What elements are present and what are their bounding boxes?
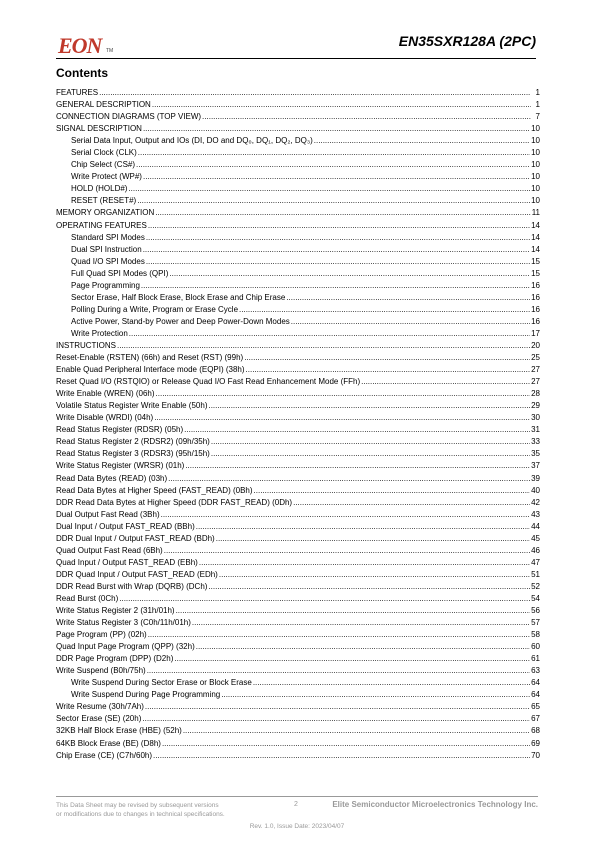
toc-entry-title: GENERAL DESCRIPTION	[56, 100, 151, 110]
toc-entry-page: 43	[531, 509, 540, 519]
logo-text: EON	[58, 33, 102, 58]
toc-entry-title: Read Status Register 3 (RDSR3) (95h/15h)	[56, 449, 210, 459]
toc-entry[interactable]	[56, 689, 540, 701]
toc-leader-dots	[142, 713, 530, 725]
toc-entry[interactable]	[56, 701, 540, 713]
toc-entry-page: 14	[531, 232, 540, 242]
footer-note-line-2: or modifications due to changes in technical specifications.	[56, 811, 225, 818]
toc-leader-dots	[119, 593, 530, 605]
toc-entry[interactable]	[56, 364, 540, 376]
toc-leader-dots	[192, 617, 530, 629]
toc-entry-page: 60	[531, 642, 540, 652]
toc-entry-title: Read Data Bytes (READ) (03h)	[56, 473, 168, 483]
toc-leader-dots	[143, 171, 530, 183]
toc-leader-dots	[148, 220, 530, 232]
toc-entry-page: 16	[531, 280, 540, 290]
toc-leader-dots	[146, 232, 530, 244]
toc-entry[interactable]	[56, 220, 540, 232]
toc-entry[interactable]	[56, 593, 540, 605]
toc-leader-dots	[183, 725, 530, 737]
toc-leader-dots	[286, 292, 530, 304]
toc-entry-page: 20	[531, 340, 540, 350]
toc-entry-page: 64	[531, 690, 540, 700]
toc-leader-dots	[221, 689, 530, 701]
toc-entry[interactable]	[56, 424, 540, 436]
toc-entry[interactable]	[56, 641, 540, 653]
toc-entry-title: Dual Input / Output FAST_READ (BBh)	[56, 521, 195, 531]
toc-entry-page: 45	[531, 533, 540, 543]
toc-leader-dots	[314, 135, 530, 147]
toc-entry-page: 56	[531, 606, 540, 616]
toc-entry-title: Write Enable (WREN) (06h)	[56, 389, 155, 399]
toc-entry-title: Serial Data Input, Output and IOs (DI, DO and DQ₀, DQ₁, DQ₂, DQ₃)	[71, 136, 313, 146]
toc-entry-title: Sector Erase (SE) (20h)	[56, 714, 142, 724]
toc-leader-dots	[254, 485, 531, 497]
toc-entry-page: 11	[531, 208, 540, 218]
toc-entry[interactable]	[56, 388, 540, 400]
toc-entry-title: Polling During a Write, Program or Erase Cycle	[71, 304, 239, 314]
toc-entry-title: Dual Output Fast Read (3Bh)	[56, 509, 160, 519]
toc-leader-dots	[219, 569, 530, 581]
toc-entry-page: 30	[531, 413, 540, 423]
toc-entry-title: RESET (RESET#)	[71, 196, 137, 206]
toc-leader-dots	[199, 557, 530, 569]
toc-entry[interactable]	[56, 581, 540, 593]
footer-note-line-1: This Data Sheet may be revised by subsequent versions	[56, 802, 219, 809]
toc-entry[interactable]	[56, 183, 540, 195]
toc-leader-dots	[99, 87, 531, 99]
toc-entry-page: 27	[531, 365, 540, 375]
toc-entry-title: OPERATING FEATURES	[56, 220, 147, 230]
toc-entry-title: Chip Select (CS#)	[71, 160, 136, 170]
toc-leader-dots	[161, 509, 530, 521]
toc-leader-dots	[293, 497, 530, 509]
toc-entry[interactable]	[56, 195, 540, 207]
toc-entry-title: Read Data Bytes at Higher Speed (FAST_READ) (0Bh)	[56, 485, 253, 495]
toc-entry[interactable]	[56, 280, 540, 292]
toc-entry[interactable]	[56, 256, 540, 268]
toc-entry[interactable]	[56, 412, 540, 424]
toc-entry-title: Enable Quad Peripheral Interface mode (EQPI) (38h)	[56, 365, 245, 375]
toc-entry-page: 7	[535, 112, 540, 122]
toc-entry[interactable]	[56, 533, 540, 545]
toc-entry[interactable]	[56, 135, 540, 147]
toc-entry-page: 57	[531, 618, 540, 628]
toc-entry[interactable]	[56, 87, 540, 99]
toc-entry-page: 54	[531, 593, 540, 603]
toc-leader-dots	[137, 195, 530, 207]
toc-entry[interactable]	[56, 376, 540, 388]
toc-entry-title: Full Quad SPI Modes (QPI)	[71, 268, 169, 278]
toc-entry-page: 1	[535, 100, 540, 110]
toc-entry-title: Write Suspend During Sector Erase or Block Erase	[71, 678, 252, 688]
toc-entry-title: DDR Quad Input / Output FAST_READ (EDh)	[56, 569, 218, 579]
toc-entry-title: Reset-Enable (RSTEN) (66h) and Reset (RST) (99h)	[56, 353, 244, 363]
toc-entry-title: Write Suspend (B0h/75h)	[56, 666, 146, 676]
toc-leader-dots	[211, 448, 530, 460]
toc-entry-title: Write Protection	[71, 328, 128, 338]
toc-entry[interactable]	[56, 268, 540, 280]
toc-entry-page: 69	[531, 738, 540, 748]
toc-leader-dots	[208, 581, 530, 593]
toc-entry-page: 16	[531, 304, 540, 314]
toc-entry[interactable]	[56, 713, 540, 725]
toc-entry-page: 10	[531, 136, 540, 146]
toc-entry-title: 32KB Half Block Erase (HBE) (52h)	[56, 726, 182, 736]
toc-entry-page: 10	[531, 148, 540, 158]
toc-entry[interactable]	[56, 99, 540, 111]
toc-entry[interactable]	[56, 123, 540, 135]
toc-entry-title: Write Protect (WP#)	[71, 172, 142, 182]
toc-entry-page: 37	[531, 461, 540, 471]
toc-entry[interactable]	[56, 557, 540, 569]
toc-entry-page: 39	[531, 473, 540, 483]
toc-entry-title: Quad I/O SPI Modes	[71, 256, 145, 266]
toc-leader-dots	[244, 352, 530, 364]
toc-entry-title: SIGNAL DESCRIPTION	[56, 124, 142, 134]
toc-entry-page: 16	[531, 316, 540, 326]
toc-entry-title: DDR Dual Input / Output FAST_READ (BDh)	[56, 533, 215, 543]
toc-entry-title: Serial Clock (CLK)	[71, 148, 137, 158]
toc-entry-page: 10	[531, 124, 540, 134]
table-of-contents	[56, 87, 540, 762]
toc-entry-page: 61	[531, 654, 540, 664]
toc-entry[interactable]	[56, 207, 540, 219]
toc-entry-page: 64	[531, 678, 540, 688]
toc-entry-page: 15	[531, 268, 540, 278]
page-header	[56, 22, 536, 62]
toc-entry[interactable]	[56, 653, 540, 665]
toc-leader-dots	[146, 256, 530, 268]
toc-leader-dots	[153, 750, 530, 762]
toc-entry-page: 31	[531, 425, 540, 435]
toc-entry[interactable]	[56, 460, 540, 472]
toc-entry-page: 10	[531, 184, 540, 194]
toc-leader-dots	[196, 521, 530, 533]
toc-entry[interactable]	[56, 316, 540, 328]
toc-leader-dots	[117, 340, 530, 352]
toc-entry-title: Read Status Register 2 (RDSR2) (09h/35h)	[56, 437, 210, 447]
revision-info: Rev. 1.0, Issue Date: 2023/04/07	[249, 823, 345, 830]
toc-leader-dots	[174, 653, 530, 665]
toc-entry-title: DDR Page Program (DPP) (D2h)	[56, 654, 174, 664]
toc-entry-title: Read Burst (0Ch)	[56, 593, 119, 603]
toc-entry-title: Volatile Status Register Write Enable (50h)	[56, 401, 208, 411]
toc-entry[interactable]	[56, 725, 540, 737]
toc-entry-page: 35	[531, 449, 540, 459]
toc-leader-dots	[176, 605, 531, 617]
toc-entry-title: Write Resume (30h/7Ah)	[56, 702, 144, 712]
toc-entry-page: 47	[531, 557, 540, 567]
toc-leader-dots	[154, 412, 530, 424]
toc-entry-page: 1	[535, 88, 540, 97]
header-divider	[56, 58, 536, 59]
toc-entry-title: Active Power, Stand-by Power and Deep Power-Down Modes	[71, 316, 290, 326]
toc-entry-title: Quad Output Fast Read (6Bh)	[56, 545, 163, 555]
eon-logo	[56, 28, 126, 62]
toc-entry[interactable]	[56, 304, 540, 316]
toc-leader-dots	[141, 280, 530, 292]
toc-entry[interactable]	[56, 750, 540, 762]
toc-leader-dots	[155, 207, 530, 219]
toc-entry-page: 70	[531, 750, 540, 760]
toc-entry-title: Write Suspend During Page Programming	[71, 690, 221, 700]
toc-leader-dots	[152, 99, 531, 111]
toc-leader-dots	[169, 268, 530, 280]
toc-leader-dots	[156, 388, 531, 400]
toc-leader-dots	[168, 473, 530, 485]
toc-entry-title: FEATURES	[56, 88, 99, 97]
toc-entry-title: Page Programming	[71, 280, 140, 290]
toc-entry-title: Write Disable (WRDI) (04h)	[56, 413, 154, 423]
toc-entry-page: 15	[531, 256, 540, 266]
toc-entry[interactable]	[56, 400, 540, 412]
toc-entry[interactable]	[56, 545, 540, 557]
toc-entry-page: 10	[531, 172, 540, 182]
toc-entry[interactable]	[56, 159, 540, 171]
toc-entry[interactable]	[56, 521, 540, 533]
toc-entry[interactable]	[56, 473, 540, 485]
toc-entry-page: 68	[531, 726, 540, 736]
page-number: 2	[294, 801, 298, 808]
toc-entry[interactable]	[56, 617, 540, 629]
toc-entry[interactable]	[56, 436, 540, 448]
toc-entry[interactable]	[56, 147, 540, 159]
toc-leader-dots	[164, 545, 530, 557]
toc-leader-dots	[361, 376, 530, 388]
toc-entry-title: HOLD (HOLD#)	[71, 184, 128, 194]
toc-leader-dots	[211, 436, 530, 448]
toc-leader-dots	[129, 328, 530, 340]
toc-entry[interactable]	[56, 605, 540, 617]
toc-leader-dots	[216, 533, 530, 545]
toc-leader-dots	[143, 123, 530, 135]
toc-entry[interactable]	[56, 111, 540, 123]
toc-entry[interactable]	[56, 738, 540, 750]
toc-leader-dots	[246, 364, 531, 376]
toc-leader-dots	[202, 111, 531, 123]
toc-entry[interactable]	[56, 677, 540, 689]
toc-entry-title: Quad Input / Output FAST_READ (EBh)	[56, 557, 198, 567]
toc-entry-page: 10	[531, 196, 540, 206]
toc-entry-title: Standard SPI Modes	[71, 232, 145, 242]
toc-entry-title: Reset Quad I/O (RSTQIO) or Release Quad I/O Fast Read Enhancement Mode (FFh)	[56, 377, 361, 387]
toc-entry[interactable]	[56, 232, 540, 244]
toc-entry[interactable]	[56, 448, 540, 460]
toc-leader-dots	[291, 316, 530, 328]
toc-leader-dots	[184, 424, 530, 436]
toc-leader-dots	[147, 665, 530, 677]
toc-entry[interactable]	[56, 292, 540, 304]
toc-entry[interactable]	[56, 497, 540, 509]
toc-entry-title: Read Status Register (RDSR) (05h)	[56, 425, 184, 435]
toc-entry[interactable]	[56, 244, 540, 256]
toc-entry-page: 40	[531, 485, 540, 495]
toc-entry-title: Write Status Register 3 (C0h/11h/01h)	[56, 618, 191, 628]
company-name: Elite Semiconductor Microelectronics Technology Inc.	[332, 800, 538, 809]
toc-leader-dots	[148, 629, 530, 641]
toc-entry-page: 51	[531, 569, 540, 579]
toc-entry-page: 14	[531, 244, 540, 254]
toc-entry-page: 29	[531, 401, 540, 411]
toc-entry-page: 25	[531, 353, 540, 363]
toc-entry-page: 42	[531, 497, 540, 507]
footer-disclaimer	[56, 801, 225, 819]
toc-entry-title: CONNECTION DIAGRAMS (TOP VIEW)	[56, 112, 202, 122]
toc-leader-dots	[136, 159, 530, 171]
toc-entry-title: INSTRUCTIONS	[56, 340, 116, 350]
toc-entry-title: DDR Read Data Bytes at Higher Speed (DDR FAST_READ) (0Dh)	[56, 497, 293, 507]
toc-entry-title: Chip Erase (CE) (C7h/60h)	[56, 750, 153, 760]
toc-entry[interactable]	[56, 569, 540, 581]
toc-leader-dots	[128, 183, 530, 195]
toc-entry-page: 46	[531, 545, 540, 555]
toc-entry-title: MEMORY ORGANIZATION	[56, 208, 155, 218]
footer-divider	[56, 796, 538, 797]
toc-entry[interactable]	[56, 171, 540, 183]
toc-entry-page: 16	[531, 292, 540, 302]
toc-entry[interactable]	[56, 629, 540, 641]
toc-leader-dots	[185, 460, 530, 472]
toc-entry[interactable]	[56, 352, 540, 364]
toc-entry[interactable]	[56, 485, 540, 497]
toc-leader-dots	[196, 641, 530, 653]
toc-leader-dots	[138, 147, 530, 159]
toc-entry-page: 10	[531, 160, 540, 170]
toc-leader-dots	[253, 677, 530, 689]
toc-entry-title: Quad Input Page Program (QPP) (32h)	[56, 642, 195, 652]
toc-entry-title: Write Status Register 2 (31h/01h)	[56, 606, 175, 616]
toc-leader-dots	[145, 701, 530, 713]
toc-leader-dots	[162, 738, 530, 750]
toc-leader-dots	[208, 400, 530, 412]
toc-entry-title: Sector Erase, Half Block Erase, Block Erase and Chip Erase	[71, 292, 286, 302]
logo-trademark: TM	[106, 48, 114, 54]
toc-entry-page: 58	[531, 630, 540, 640]
toc-entry[interactable]	[56, 340, 540, 352]
page-footer	[56, 796, 538, 836]
contents-heading: Contents	[56, 66, 108, 80]
toc-entry[interactable]	[56, 665, 540, 677]
toc-entry-page: 44	[531, 521, 540, 531]
toc-entry-title: Write Status Register (WRSR) (01h)	[56, 461, 185, 471]
toc-entry-title: Page Program (PP) (02h)	[56, 630, 147, 640]
toc-entry-page: 63	[531, 666, 540, 676]
toc-entry-page: 28	[531, 389, 540, 399]
toc-entry-page: 67	[531, 714, 540, 724]
toc-entry[interactable]	[56, 328, 540, 340]
toc-leader-dots	[239, 304, 530, 316]
toc-entry-page: 33	[531, 437, 540, 447]
toc-entry-page: 17	[531, 328, 540, 338]
toc-entry-title: 64KB Block Erase (BE) (D8h)	[56, 738, 161, 748]
toc-entry-page: 52	[531, 581, 540, 591]
toc-entry[interactable]	[56, 509, 540, 521]
toc-entry-page: 65	[531, 702, 540, 712]
toc-entry-title: Dual SPI Instruction	[71, 244, 142, 254]
toc-entry-page: 27	[531, 377, 540, 387]
toc-entry-title: DDR Read Burst with Wrap (DQRB) (DCh)	[56, 581, 208, 591]
document-title: EN35SXR128A (2PC)	[398, 33, 536, 49]
toc-leader-dots	[143, 244, 530, 256]
toc-entry-page: 14	[531, 220, 540, 230]
